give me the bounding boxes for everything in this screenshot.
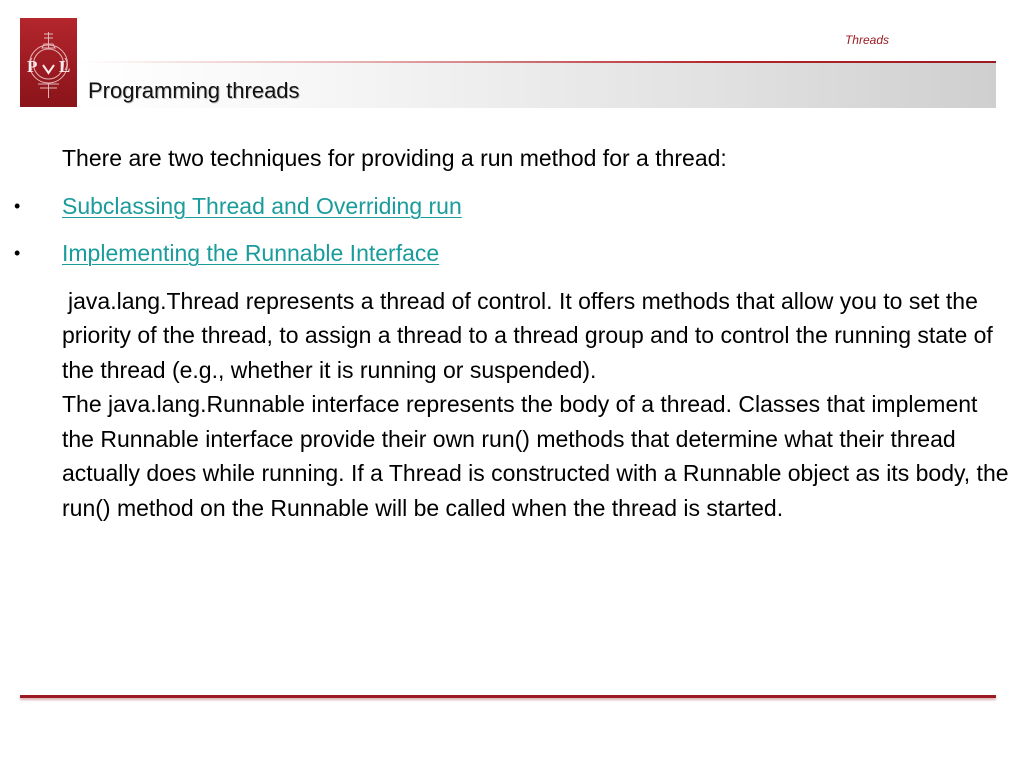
page-title: Programming threads [88, 78, 300, 103]
footer-divider [20, 695, 996, 698]
svg-text:L: L [59, 57, 71, 76]
section-label: Threads [844, 33, 889, 47]
bullet-icon: • [14, 195, 21, 216]
runnable-paragraph: The java.lang.Runnable interface represents the body of a thread. Classes that implement the Runnable interface provide their own run() methods that determine what their thread actually does while running. If a Thread is constructed with a Runnable object as its body, the run() method on the Runnable will be called when the thread is started. [62, 391, 1009, 521]
thread-paragraph: java.lang.Thread represents a thread of control. It offers methods that allow you to set the priority of the thread, to assign a thread to a thread group and to control the running state of the thread (e.g., whether it is running or suspended). [62, 287, 993, 383]
list-item [14, 236, 1012, 271]
intro-text: There are two techniques for providing a run method for a thread: [62, 145, 727, 171]
svg-text:P: P [27, 57, 38, 76]
logo-crest-graphic [20, 18, 77, 107]
bullet-icon: • [14, 243, 21, 263]
list-item [14, 189, 1012, 224]
slide-content [14, 141, 1012, 525]
runnable-interface-link[interactable]: Implementing the Runnable Interface [62, 240, 440, 266]
subclassing-thread-link[interactable]: Subclassing Thread and Overriding run [62, 192, 462, 219]
pl-university-crest-icon [20, 18, 77, 107]
